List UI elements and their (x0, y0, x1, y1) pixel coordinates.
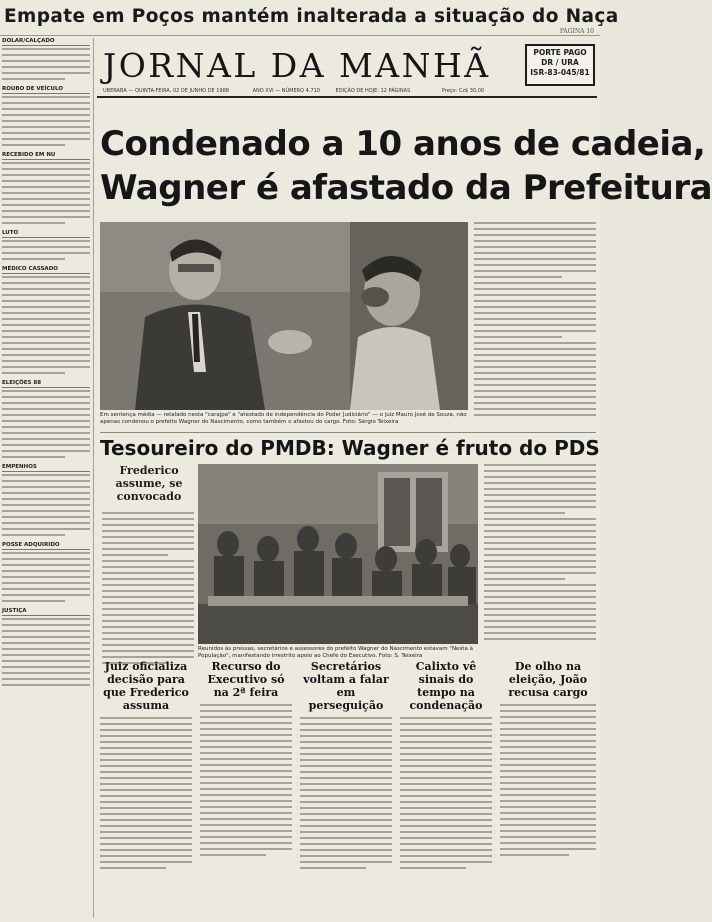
story-headline: De olho na eleição, João recusa cargo (508, 660, 588, 699)
left-section-heading: JUSTIÇA (2, 608, 90, 616)
text-block (2, 390, 90, 458)
text-block (2, 240, 90, 260)
story-calixto (400, 660, 492, 920)
porte-pago-line: PORTE PAGO (533, 48, 587, 57)
photo-secretaries-meeting-image (198, 464, 478, 644)
secondary-headline: Tesoureiro do PMDB: Wagner é fruto do PDS (100, 432, 596, 460)
article-body-text (100, 717, 192, 869)
article-body-text (484, 464, 596, 664)
story-headline: Secretários voltam a falar em perseguição (303, 660, 389, 712)
dateline-edition: EDIÇÃO DE HOJE: 12 PÁGINAS (335, 88, 411, 94)
text-block (2, 276, 90, 374)
left-section-heading: DOLAR/CALÇADO (2, 38, 90, 46)
page-marker: PÁGINA 10 (559, 28, 594, 35)
story-juiz (100, 660, 192, 920)
porte-pago-line: ISR-83-045/81 (530, 68, 590, 77)
frederico-headline: Frederico assume, se convocado (115, 464, 183, 503)
article-body-text (400, 717, 492, 869)
porte-pago-stamp (525, 44, 595, 86)
left-section (2, 38, 90, 80)
text-block (2, 96, 90, 146)
story-headline: Calixto vê sinais do tempo na condenação (409, 660, 483, 712)
article-body-text (300, 717, 392, 869)
left-section (2, 230, 90, 260)
masthead (97, 40, 597, 98)
dateline-year: ANO XVI — NÚMERO 4.710 (252, 88, 320, 94)
left-section (2, 266, 90, 374)
left-section (2, 464, 90, 536)
left-section-heading: ROUBO DE VEÍCULO (2, 86, 90, 94)
text-block (2, 474, 90, 536)
left-news-column (2, 38, 94, 918)
photo-secretaries-meeting (198, 464, 478, 644)
left-section-heading: RECEBIDO EM NU (2, 152, 90, 160)
left-section (2, 608, 90, 686)
dateline-date: UBERABA — QUINTA-FEIRA, 02 DE JUNHO DE 1988 (103, 88, 229, 94)
top-headline-strip (0, 0, 619, 36)
left-section (2, 152, 90, 224)
text-block (2, 162, 90, 224)
dateline (103, 88, 593, 94)
photo-judge-meeting-image (100, 222, 468, 410)
main-headline-line1: Condenado a 10 anos de cadeia, (100, 124, 706, 164)
photo-caption: Em sentença média — retalado nesta "carajpa" e "atestado de independência do Poder Judiciário" — o juiz Mauro José de Souza, não apenas condenou o prefeito Wagner do Nascimento, como também o afastou do cargo. Foto: Sérgio Teixeira (100, 412, 467, 425)
text-block (2, 48, 90, 80)
left-section-heading: LUTO (2, 230, 90, 238)
bottom-stories (100, 660, 596, 920)
newspaper-title: JORNAL DA MANHÃ (103, 46, 491, 85)
story-secretarios (300, 660, 392, 920)
story-recurso (200, 660, 292, 920)
top-headline: Empate em Poços mantém inalterada a situação do Naça (4, 6, 619, 27)
left-section-heading: POSSE ADQUIRIDO (2, 542, 90, 550)
article-body-text (500, 704, 596, 856)
left-section (2, 380, 90, 458)
article-body-text (102, 512, 194, 642)
left-section (2, 542, 90, 602)
story-headline: Recurso do Executivo só na 2ª feira (207, 660, 285, 699)
article-body-text (200, 704, 292, 856)
porte-pago-line: DR / URA (541, 58, 579, 67)
story-joao (500, 660, 596, 920)
main-headline (100, 122, 712, 210)
left-section (2, 86, 90, 146)
left-section-heading: EMPENHOS (2, 464, 90, 472)
photo-caption: Reunidos às pressas, secretários e assessores do prefeito Wagner do Nascimento estavam "Nesta à População", manifestando irrestrito apoio ao Chefe do Executivo. Foto: S. Teixeira (198, 646, 473, 659)
dateline-price: Preço: Cz$ 30,00 (441, 88, 485, 94)
left-section-heading: ELEIÇÕES 88 (2, 380, 90, 388)
article-body-text (474, 222, 596, 422)
photo-judge-meeting (100, 222, 468, 410)
main-headline-line2: Wagner é afastado da Prefeitura (100, 168, 712, 208)
text-block (2, 618, 90, 686)
story-headline: Juiz oficializa decisão para que Frederico assuma (103, 660, 189, 712)
text-block (2, 552, 90, 602)
left-section-heading: MÉDICO CASSADO (2, 266, 90, 274)
